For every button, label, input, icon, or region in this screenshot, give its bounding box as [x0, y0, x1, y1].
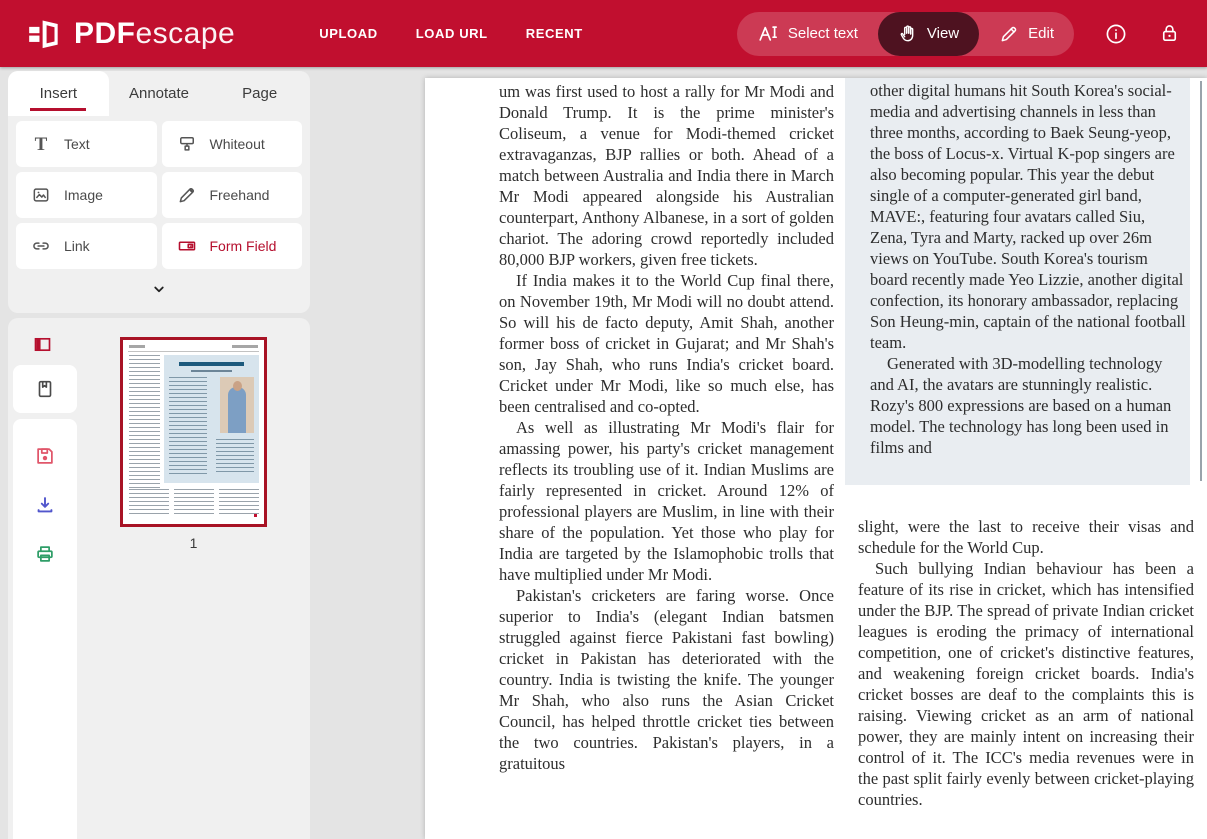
- freehand-tool-button[interactable]: [162, 172, 303, 218]
- inset-article-box: [845, 78, 1190, 485]
- text-tool-button[interactable]: [16, 121, 157, 167]
- paragraph: Pakistan's cricketers are faring worse. Once superior to India's (elegant Indian batsmen struggled against fierce Pakistani fast bowling) cricket in Pakistan has deteriorated with the country. India is twisting the knife. The younger Mr Shah, who also runs the Asian Cricket Council, has helped throttle cricket ties between the two countries. Pakistan's players, in a gratuitous: [499, 586, 834, 773]
- freehand-icon: [177, 185, 197, 205]
- form-field-tool-button[interactable]: [162, 223, 303, 269]
- thumb-left-column: [129, 355, 160, 489]
- top-right-controls: [737, 12, 1181, 56]
- save-button[interactable]: [34, 445, 56, 467]
- thumb-bottom-col-3: [219, 489, 259, 515]
- article-left-column: [499, 81, 834, 774]
- form-field-icon: [177, 235, 197, 257]
- paragraph: If India makes it to the World Cup final there, on November 19th, Mr Modi will no doubt attend. So will his de facto deputy, Amit Shah, another former boss of cricket in Gujarat; and Mr Shah's son, Jay Shah, who runs India's cricket board. Cricket under Mr Modi, like so much else, has been centralised and co-opted.: [499, 271, 834, 416]
- thumb-feature-text-1: [169, 377, 207, 475]
- select-text-label: Select text: [787, 25, 858, 42]
- sidebar-rail: [8, 318, 77, 839]
- link-tool-button[interactable]: [16, 223, 157, 269]
- pencil-icon: [999, 24, 1019, 44]
- paragraph: Such bullying Indian behaviour has been a feature of its rise in cricket, which has intensified under the BJP. The spread of private Indian cricket leagues is eroding the primacy of international competition, one of cricket's distinctive features, and weakening foreign cricket boards. India's cricket bosses are deaf to the complaints this is raising. Viewing cricket as an arm of national power, they are mainly intent on increasing their control of it. The ICC's media revenues were in the past split fairly evenly between cricket-playing countries.: [858, 559, 1194, 809]
- page-1-thumbnail[interactable]: [120, 337, 267, 527]
- column-divider: [1200, 81, 1202, 481]
- paragraph: other digital humans hit South Korea's social-media and advertising channels in less than three months, according to Baek Seung-yeop, the boss of Locus-x. Virtual K-pop singers are also becoming popular. This year the debut single of a computer-generated girl band, MAVE:, featuring four avatars called Siu, Zena, Tyra and Marty, racked up over 26m views on YouTube. South Korea's tourism board recently made Yeo Lizzie, another digital confection, its honorary ambassador, replacing Son Heung-min, captain of the national football team.: [870, 81, 1186, 352]
- paragraph: slight, were the last to receive their visas and schedule for the World Cup.: [858, 517, 1194, 557]
- whiteout-icon: [177, 134, 197, 154]
- tool-label: Text: [64, 136, 90, 152]
- image-icon: [31, 185, 51, 205]
- expand-tools-button[interactable]: [8, 269, 310, 309]
- edit-button[interactable]: [979, 12, 1074, 56]
- tool-label: Image: [64, 187, 103, 203]
- tab-page[interactable]: Page: [242, 85, 278, 102]
- nav-load-url[interactable]: LOAD URL: [415, 26, 488, 41]
- view-button[interactable]: [878, 12, 979, 56]
- thumb-feature-box: [164, 355, 259, 483]
- select-text-button[interactable]: [737, 12, 878, 56]
- thumb-header-left: [129, 345, 145, 348]
- whiteout-tool-button[interactable]: [162, 121, 303, 167]
- paragraph: um was first used to host a rally for Mr Modi and Donald Trump. It is the prime minister's Coliseum, a venue for Modi-themed cricket extravaganzas, BJP rallies or both. Ahead of a match between Australia and India there in March Mr Modi appeared alongside his Australian counterpart, Anthony Albanese, in a sort of golden chariot. The adoring crowd reportedly included 80,000 BJP workers, given free tickets.: [499, 82, 834, 269]
- thumb-feature-text-2: [216, 439, 254, 475]
- download-icon: [34, 494, 56, 516]
- thumbnail-list: [77, 318, 310, 839]
- tool-label: Link: [64, 238, 90, 254]
- nav-upload[interactable]: UPLOAD: [319, 26, 378, 41]
- insert-panel: [8, 71, 310, 313]
- chevron-down-icon: [150, 280, 168, 298]
- thumbnails-panel-button[interactable]: [25, 326, 61, 362]
- thumb-byline: [191, 370, 233, 372]
- panel-tabs: [8, 71, 310, 116]
- thumbnails-icon: [32, 334, 53, 355]
- thumb-header-rule: [128, 351, 259, 352]
- page-number-label: 1: [189, 535, 198, 551]
- select-text-icon: [757, 23, 779, 45]
- paragraph: As well as illustrating Mr Modi's flair for amassing power, his party's cricket management reflects its troubling use of it. Indian Muslims are fairly represented in cricket. Around 12% of professional players are Muslim, in line with their share of the population. Yet those who play for India are targeted by the Islamophobic trolls that have multiplied under Mr Modi.: [499, 418, 834, 584]
- link-icon: [31, 236, 51, 256]
- pdfescape-logo[interactable]: [26, 15, 235, 53]
- tool-label: Form Field: [209, 238, 277, 254]
- tab-insert[interactable]: Insert: [8, 71, 109, 116]
- save-icon: [34, 445, 56, 467]
- bookmark-icon: [34, 378, 56, 400]
- thumb-headline: [179, 362, 244, 366]
- document-actions-card: [13, 419, 77, 839]
- lock-icon[interactable]: [1158, 22, 1181, 45]
- info-icon[interactable]: [1104, 22, 1128, 46]
- paragraph: Generated with 3D-modelling technology and AI, the avatars are stunningly realistic. Rozy's 800 expressions are based on a human model. The technology has long been used in films and: [870, 354, 1172, 457]
- tool-grid: [8, 116, 310, 269]
- sidebar-panel: [8, 318, 310, 839]
- edit-label: Edit: [1028, 25, 1054, 42]
- hand-icon: [898, 24, 918, 44]
- tool-label: Whiteout: [209, 136, 265, 152]
- tool-label: Freehand: [209, 187, 270, 203]
- thumb-bottom-col-2: [174, 489, 214, 515]
- thumb-red-mark: [254, 514, 257, 517]
- download-button[interactable]: [34, 494, 56, 516]
- thumb-photo-face: [233, 381, 242, 391]
- pdf-page[interactable]: [425, 78, 1207, 839]
- article-right-column: [858, 516, 1194, 810]
- thumb-photo: [220, 377, 254, 433]
- top-bar: [0, 0, 1207, 67]
- view-label: View: [926, 25, 960, 42]
- thumb-photo-person: [228, 387, 246, 433]
- text-icon: T: [34, 133, 48, 155]
- image-tool-button[interactable]: [16, 172, 157, 218]
- tab-annotate[interactable]: Annotate: [128, 85, 190, 102]
- bookmarks-panel-button[interactable]: [13, 365, 77, 413]
- print-button[interactable]: [34, 543, 56, 565]
- mode-switcher: [737, 12, 1074, 56]
- thumb-header-right: [232, 345, 258, 348]
- thumb-bottom-col-1: [129, 489, 169, 515]
- nav-recent[interactable]: RECENT: [525, 26, 583, 41]
- brand-wordmark: PDFescape: [74, 16, 236, 50]
- print-icon: [34, 543, 56, 565]
- top-nav: [317, 18, 585, 49]
- pdfescape-logo-icon: [26, 15, 64, 53]
